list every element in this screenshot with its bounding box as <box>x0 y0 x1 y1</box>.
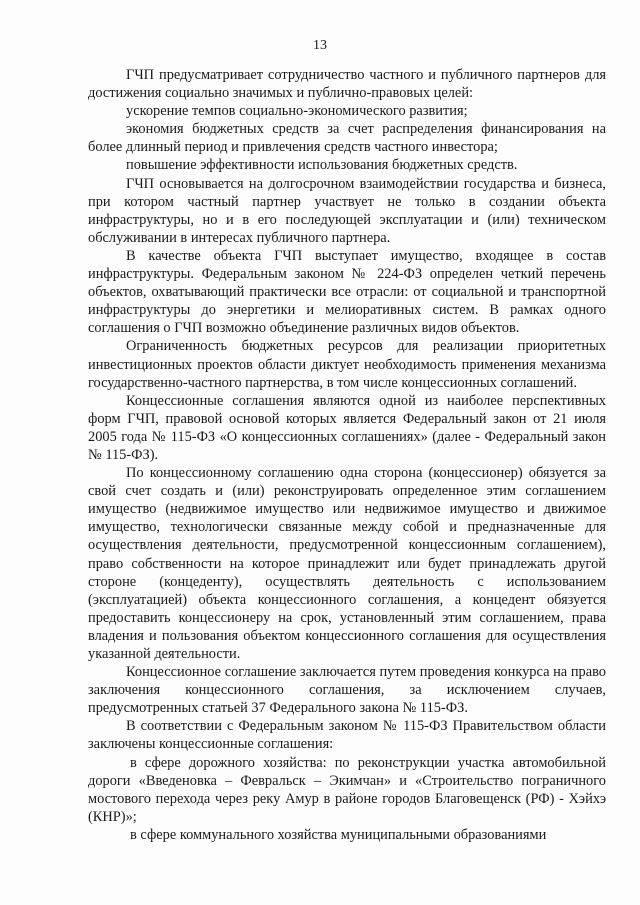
paragraph: Концессионное соглашение заключается путем проведения конкурса на право заключения концессионного соглашения, за исключением случаев, предусмотренных статьей 37 Федерального закона № 115-ФЗ. <box>88 664 606 717</box>
list-item: ускорение темпов социально-экономического развития; <box>126 103 468 120</box>
paragraph: Ограниченность бюджетных ресурсов для реализации приоритетных инвестиционных проектов области диктует необходимость применения механизма государственно-частного партнерства, в том числе концессионных соглашений. <box>88 338 606 391</box>
paragraph: Концессионные соглашения являются одной из наиболее перспективных форм ГЧП, правовой основой которых является Федеральный закон от 21 июля 2005 года № 115-ФЗ «О концессионных соглашениях» (далее - Федеральный закон № 115-ФЗ). <box>88 392 606 463</box>
list-item: в сфере коммунального хозяйства муниципальными образованиями <box>130 826 547 843</box>
list-item: повышение эффективности использования бюджетных средств. <box>126 157 518 174</box>
paragraph: ГЧП основывается на долгосрочном взаимодействии государства и бизнеса, при котором частный партнер участвует не только в создании объекта инфраструктуры, но и в его последующей эксплуатации и (или) техническом обслуживании в интересах публичного партнера. <box>88 175 606 246</box>
list-item: в сфере дорожного хозяйства: по реконструкции участка автомобильной дороги «Введеновка – Февральск – Экимчан» и «Строительство пограничного мостового перехода через реку Амур в районе городов Благовещенск (РФ) - Хэйхэ (КНР)»; <box>88 754 606 825</box>
list-item: экономия бюджетных средств за счет распределения финансирования на более длинный период и привлечения средств частного инвестора; <box>88 121 606 156</box>
paragraph: В качестве объекта ГЧП выступает имущество, входящее в состав инфраструктуры. Федеральным законом № 224-ФЗ определен четкий перечень объектов, охватывающий практически все отрасли: от социальной и транспортной инфраструктуры до энергетики и мелиоративных систем. В рамках одного соглашения о ГЧП возможно объединение различных видов объектов. <box>88 247 606 337</box>
paragraph: По концессионному соглашению одна сторона (концессионер) обязуется за свой счет создать и (или) реконструировать определенное этим соглашением имущество (недвижимое имущество или недвижимое имущество и движимое имущество, технологически связанные между собой и предназначенные для осуществления деятельности, предусмотренной концессионным соглашением), право собственности на которое принадлежит или будет принадлежать другой стороне (концеденту), осуществлять деятельность с использованием (эксплуатацией) объекта концессионного соглашения, а концедент обязуется предоставить концессионеру на срок, установленный этим соглашением, права владения и пользования объектом концессионного соглашения для осуществления указанной деятельности. <box>88 465 606 662</box>
paragraph: В соответствии с Федеральным законом № 115-ФЗ Правительством области заключены концессионные соглашения: <box>88 718 606 753</box>
document-body <box>88 66 606 844</box>
page-number: 13 <box>313 38 327 53</box>
paragraph: ГЧП предусматривает сотрудничество частного и публичного партнеров для достижения социально значимых и публично-правовых целей: <box>88 67 606 102</box>
